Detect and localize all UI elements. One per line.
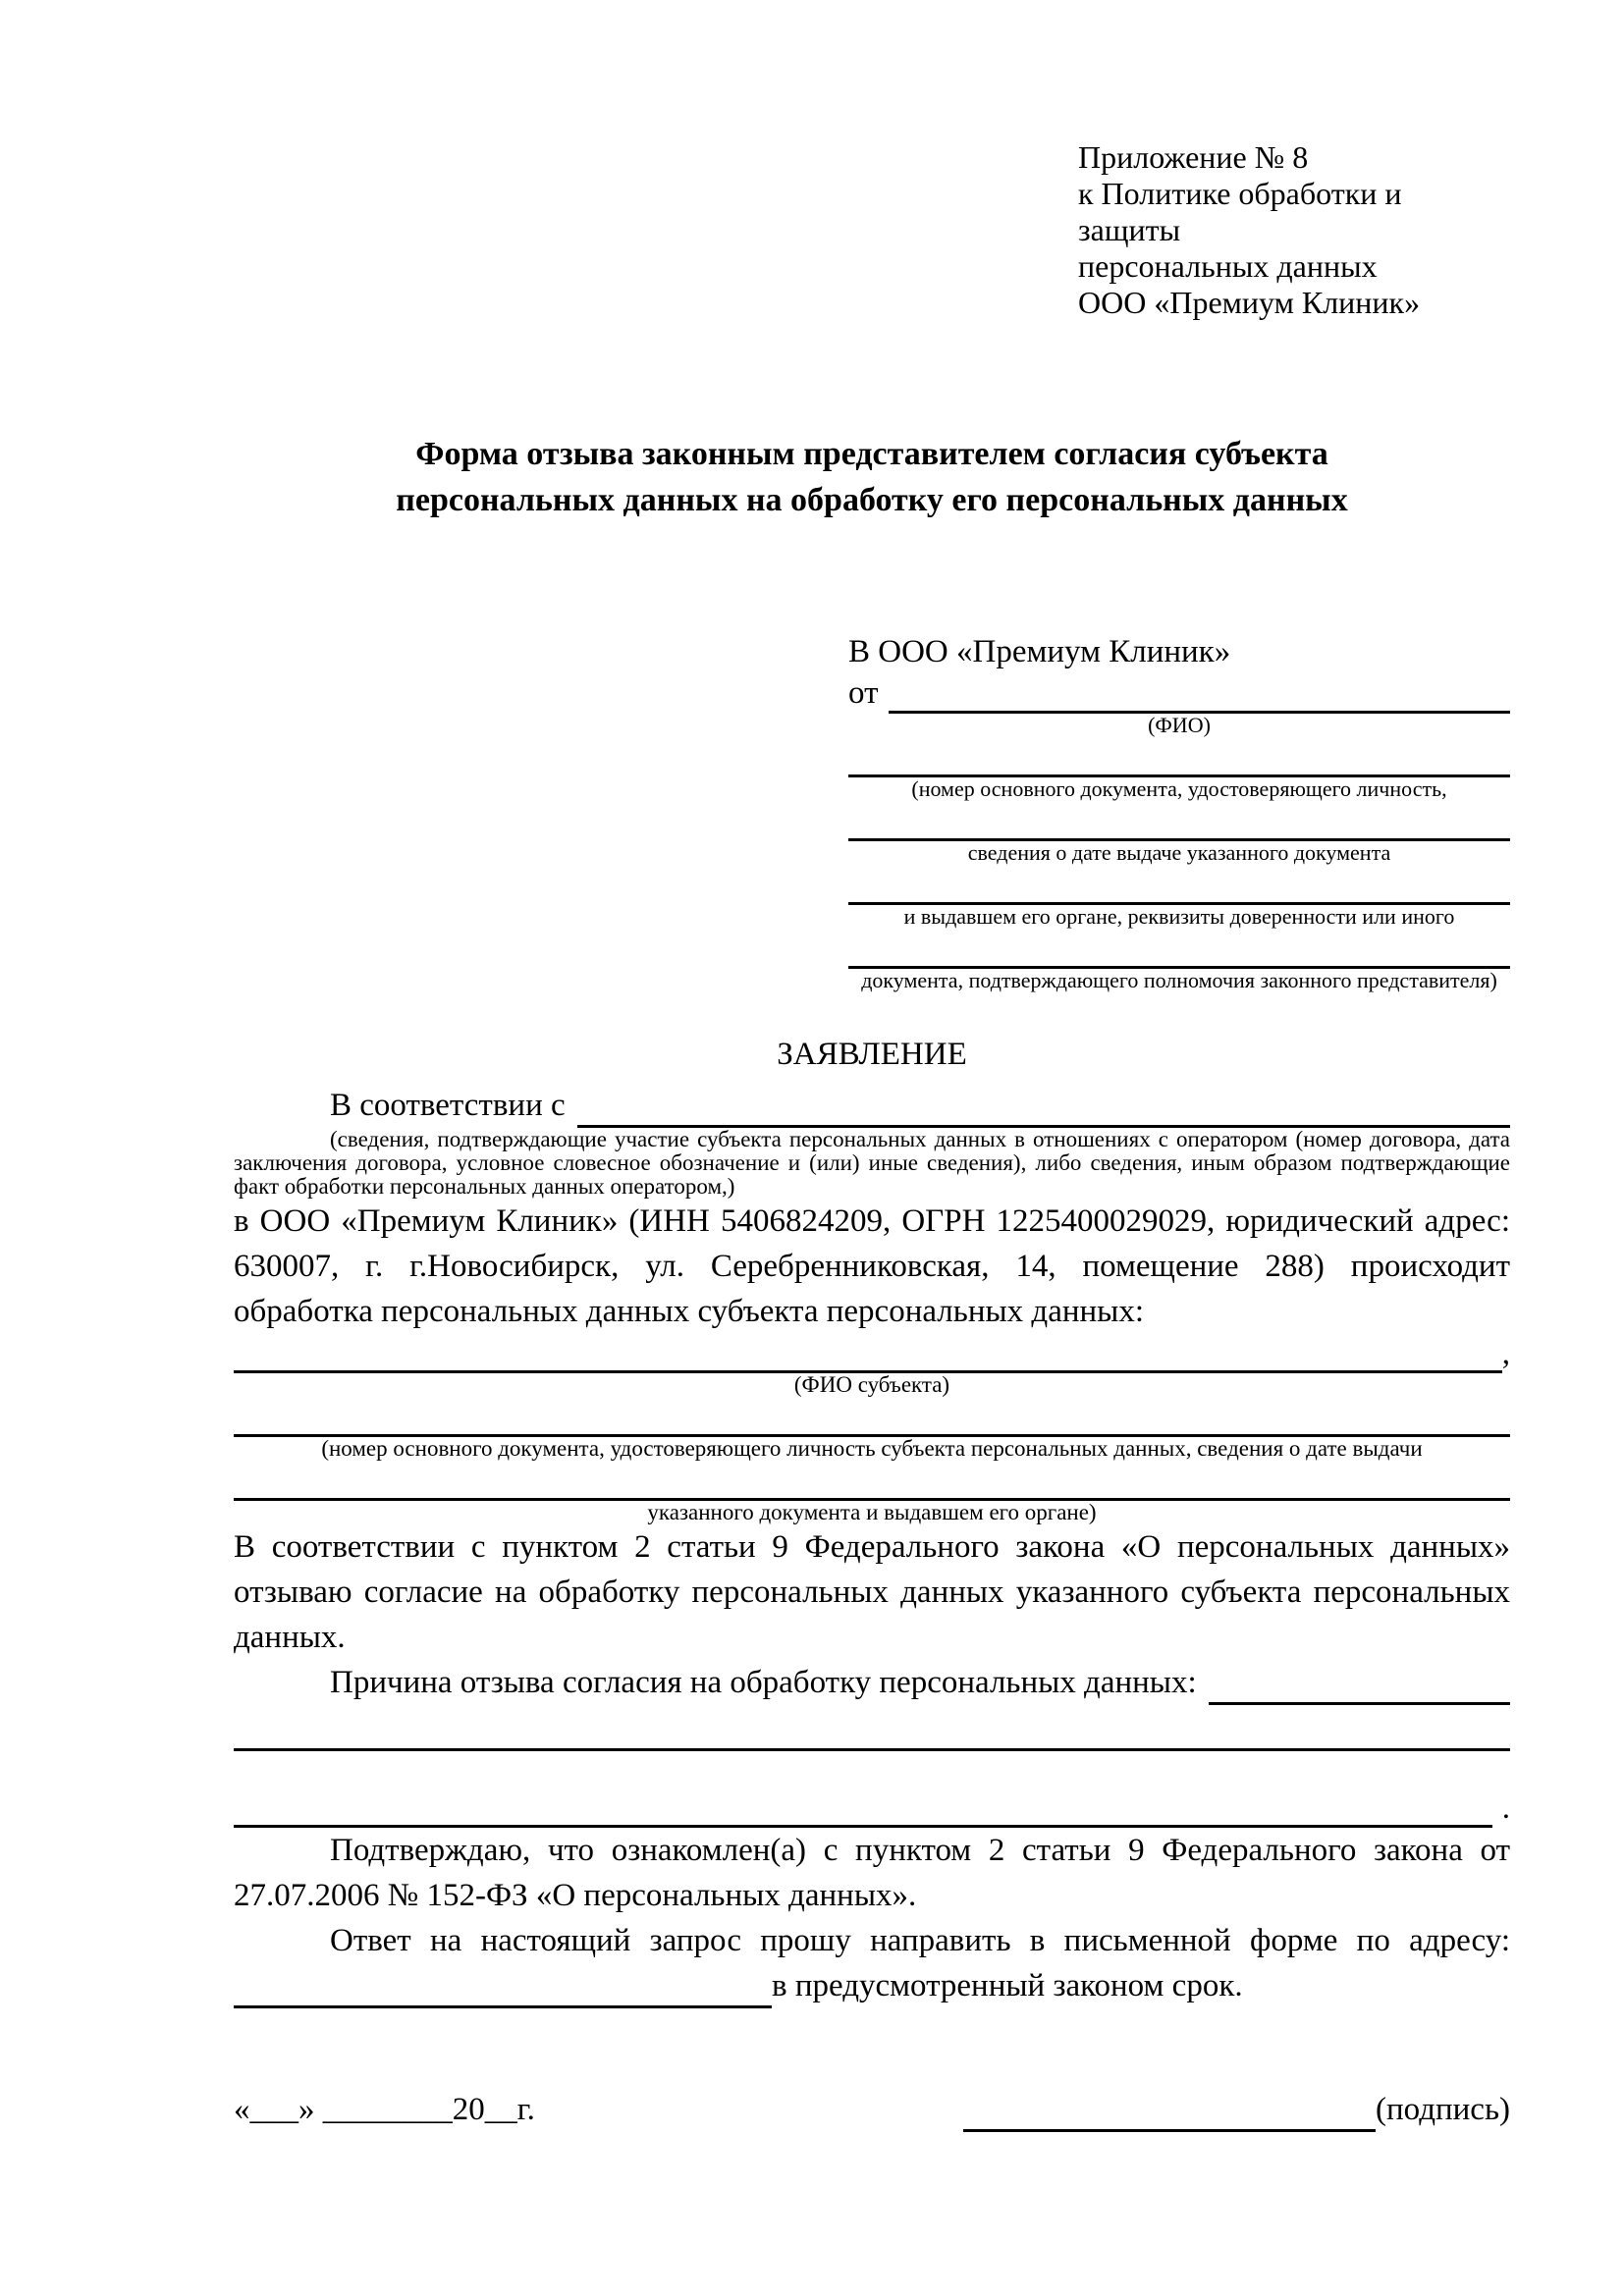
reason-row [234,1660,1510,1705]
addressee-block [848,631,1510,992]
representative-doc-blank[interactable] [848,737,1510,777]
subject-doc-blank[interactable] [234,1397,1510,1437]
representative-doc-blank[interactable] [848,801,1510,841]
appendix-line: ООО «Премиум Клиник» [1078,285,1421,320]
basis-blank[interactable] [577,1090,1510,1128]
subject-doc-blank[interactable] [234,1461,1510,1501]
intro-label: В соответствии с [330,1088,566,1123]
appendix-line: персональных данных [1078,248,1378,284]
title-line: персональных данных на обработку его персональных данных [396,482,1348,518]
doc-caption: и выдавшем его органе, реквизиты доверенности или иного [903,904,1455,929]
signature-blank[interactable] [963,2094,1376,2132]
doc-caption: (номер основного документа, удостоверяющего личность, [911,776,1447,801]
from-label: от [848,675,879,711]
page-content [234,139,1510,2132]
appendix-line: к Политике обработки и защиты [1078,176,1402,247]
document-title [234,431,1510,523]
footer-row [234,2087,1510,2132]
date-line: «___» ________20__г. [234,2092,535,2127]
reply-row [234,1963,1510,2008]
subject-fio-blank[interactable] [234,1337,1502,1373]
withdraw-paragraph: В соответствии с пунктом 2 статьи 9 Федерального закона «О персональных данных» отзываю согласие на обработку персональных данных указанного субъекта персональных данных. [234,1529,1510,1655]
period-suffix: . [1501,1790,1510,1826]
subject-doc-caption: указанного документа и выдавшем его органе) [647,1500,1097,1524]
representative-doc-blank[interactable] [848,865,1510,905]
fio-caption: (ФИО) [1148,713,1211,737]
appendix-block [1078,139,1510,321]
reply-suffix: в предусмотренный законом срок. [772,1968,1243,2003]
statement-heading: ЗАЯВЛЕНИЕ [777,1037,967,1072]
subject-fio-caption: (ФИО субъекта) [793,1372,950,1397]
comma-suffix: , [1501,1336,1510,1371]
reply-paragraph: Ответ на настоящий запрос прошу направить в письменной форме по адресу: [330,1923,1510,1958]
subject-fio-row [234,1334,1510,1373]
representative-fio-blank[interactable] [889,675,1511,714]
representative-doc-blank[interactable] [848,929,1510,969]
doc-caption: документа, подтверждающего полномочия законного представителя) [861,968,1497,992]
intro-row [234,1083,1510,1128]
signature-caption: (подпись) [1376,2092,1510,2127]
addressee-to: В ООО «Премиум Клиник» [848,634,1231,669]
reason-extra-blank[interactable] [234,1705,1510,1751]
subject-doc-caption: (номер основного документа, удостоверяющего личность субъекта персональных данных, сведения о дате выдачи [321,1436,1423,1461]
operator-paragraph: в ООО «Премиум Клиник» (ИНН 5406824209, ОГРН 1225400029029, юридический адрес: 630007, г. г.Новосибирск, ул. Серебренниковская, 14, помещение 288) происходит обработка персональных данных субъекта персональных данных: [234,1203,1510,1329]
reason-extra-row [234,1789,1510,1828]
signature-group [963,2087,1510,2132]
confirm-paragraph: Подтверждаю, что ознакомлен(а) с пунктом 2 статьи 9 Федерального закона от 27.07.2006 № 152-ФЗ «О персональных данных». [234,1833,1510,1913]
reply-address-blank[interactable] [234,1970,772,2008]
appendix-line: Приложение № 8 [1078,139,1309,175]
reason-blank[interactable] [1209,1667,1510,1705]
intro-note: (сведения, подтверждающие участие субъекта персональных данных в отношениях с оператором (номер договора, дата заключения договора, условное словесное обозначение и (или) иные сведения), либо сведения, иным образом подтверждающие факт обработки персональных данных оператором,) [234,1127,1510,1199]
reason-label: Причина отзыва согласия на обработку персональных данных: [330,1665,1197,1700]
title-line: Форма отзыва законным представителем согласия субъекта [415,436,1328,472]
reason-extra-blank[interactable] [234,1791,1492,1828]
from-row [848,672,1510,714]
doc-caption: сведения о дате выдаче указанного документа [967,840,1391,865]
